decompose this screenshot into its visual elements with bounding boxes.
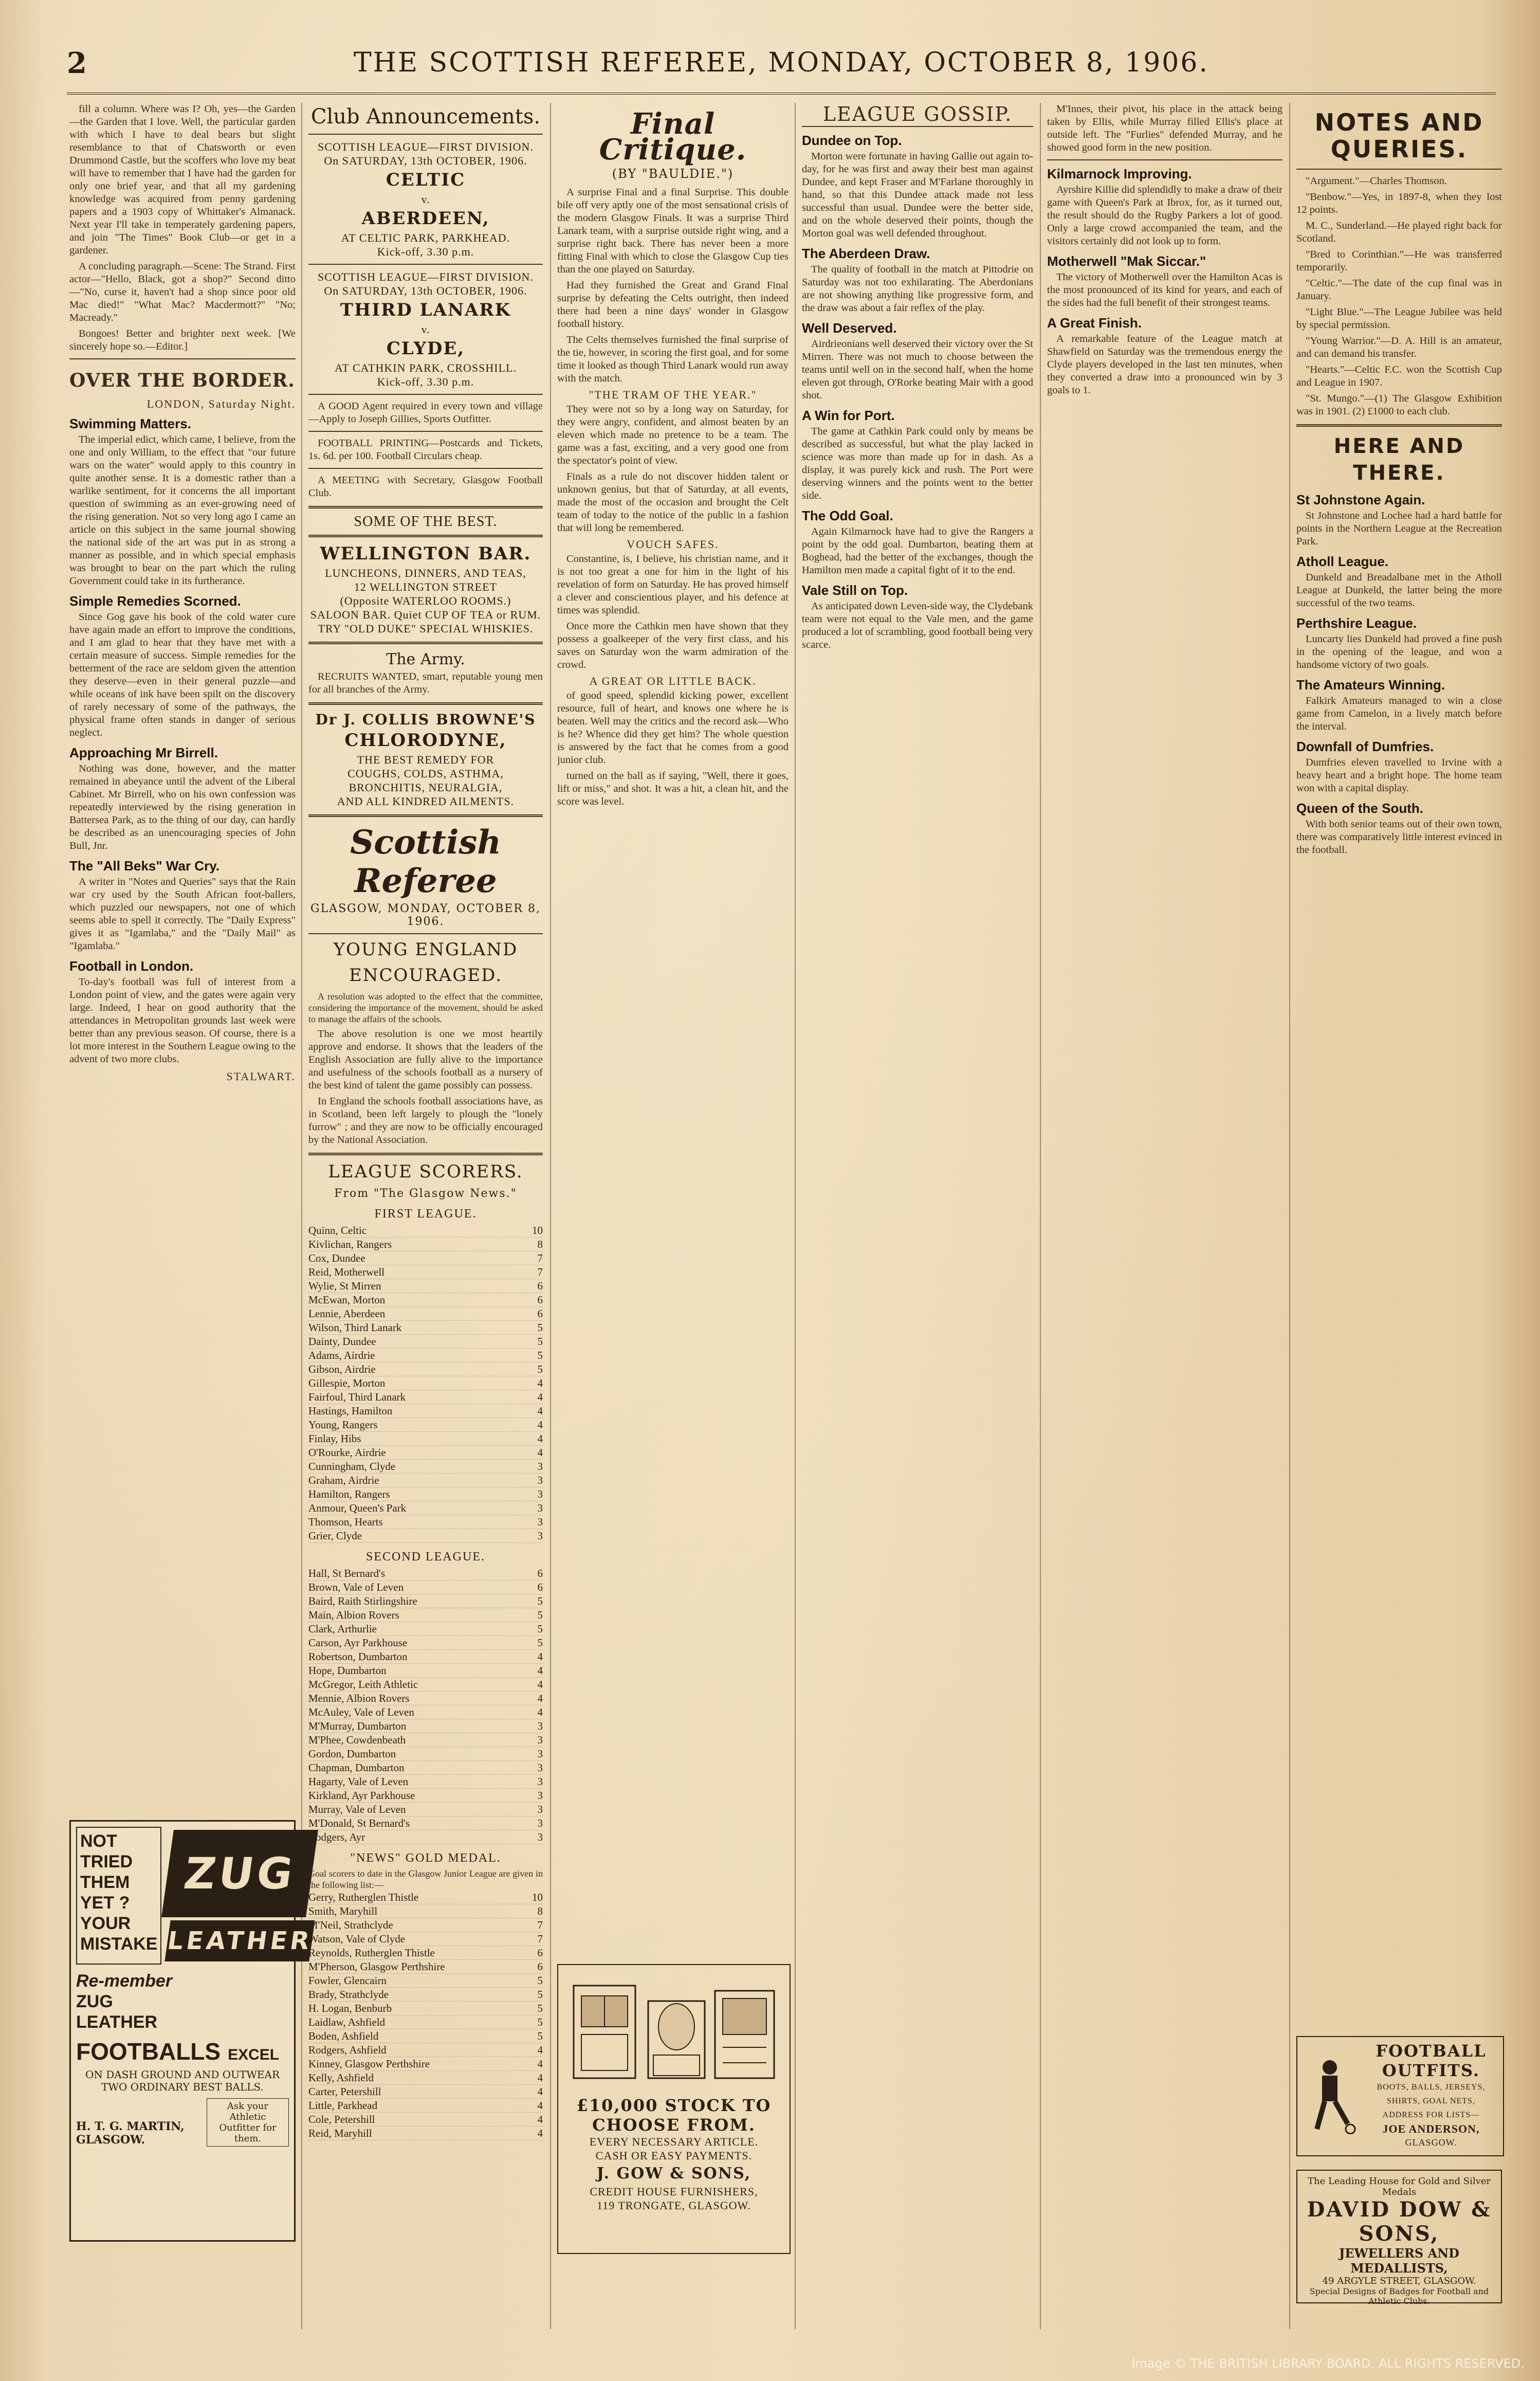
article-title: ENCOURAGED. <box>349 965 503 986</box>
column-4: LEAGUE GOSSIP. Dundee on Top. Morton were fortunate in having Gallie out again to-day, for he was first and away their best man against Dundee, and kept Fraser and M'Farlane thoroughly in hand, so that this Dundee attack made not less successful than usual. Dundee were the better side, and on the whole deserved their points, though the Morton goal was well defended throughout. The Aberdeen Draw. The quality of football in the match at Pittodrie on Saturday was not too exhilarating. The Aberdonians are not showing anything like progressive form, and the draw was about a fair reflex of the play. Well Deserved. Airdrieonians well deserved their victory over the St Mirren. There was not much to choose between the teams until well on in the second half, when the home eleven got through, O'Rorke beating Mair with a good shot. A Win for Port. The game at Cathkin Park could only by means be described as successful, but what the play lacked in science was more than made up for in dash. As a display, it was purely kick and rush. The Port were deserving winners and the points went to the better side. The Odd Goal. Again Kilmarnock have had to give the Rangers a point by the odd goal. Dumbarton, beating them at Boghead, had the better of the exchanges, though the Hamilton men made a capital fight of it to the end. Vale Still on Top. As anticipated down Leven-side way, the Clydebank team were not equal to the Vale men, and the game produced a lot of scrambling, good football being very scarce. <box>802 103 1033 650</box>
scorer-name: Robertson, Dumbarton <box>308 1650 408 1663</box>
scorer-goals: 3 <box>537 1817 543 1829</box>
scorer-row <box>308 1960 543 1974</box>
scorer-row <box>308 1830 543 1844</box>
scorer-name: O'Rourke, Airdrie <box>308 1446 386 1459</box>
scorer-row <box>308 1747 543 1761</box>
some-of-the-best: SOME OF THE BEST. <box>354 514 498 530</box>
paragraph: To-day's football was full of interest from a London point of view, and the gates were again very large. Indeed, I hear on good authority that the attendances in Metropolitan grounds last week were better than any previous season. Of course, there is a lot more interest in the Southern League owing to the advent of two more clubs. <box>69 976 296 1065</box>
scorers-source: From "The Glasgow News." <box>334 1187 517 1200</box>
divider <box>308 264 543 265</box>
scorer-row <box>308 1446 543 1460</box>
scorer-goals: 5 <box>537 1335 543 1348</box>
scorer-row <box>308 1418 543 1432</box>
scorer-goals: 4 <box>537 2058 543 2070</box>
divider <box>308 642 543 644</box>
article-body: A resolution was adopted to the effect that the committee, considering the importance of the movement, should be asked to manage the affairs of the schools. The above resolution is one we most heartily approve and endorse. It shows that the leaders of the English Association are fully alive to the importance and usefulness of the schools football as a nursery of the best kind of talent the game possibly can possess. In England the schools football associations have, as in Scotland, been left largely to plough the "lonely furrow" ; and they are now to be officially encouraged by the National Association. <box>308 991 543 1146</box>
running-masthead: THE SCOTTISH REFEREE, MONDAY, OCTOBER 8, 1906. <box>353 47 1209 78</box>
scorer-goals: 3 <box>537 1474 543 1486</box>
scorer-goals: 6 <box>537 1567 543 1579</box>
column-6 <box>1296 103 1502 2329</box>
scorer-name: Gerry, Rutherglen Thistle <box>308 1891 419 1903</box>
section-heading: Vale Still on Top. <box>802 583 908 598</box>
section-heading: The Aberdeen Draw. <box>802 246 930 261</box>
first-league-list <box>308 1224 543 1543</box>
scorer-goals: 5 <box>537 1349 543 1361</box>
scorer-name: Reynolds, Rutherglen Thistle <box>308 1947 435 1959</box>
scorer-row <box>308 1460 543 1474</box>
scorer-name: Finlay, Hibs <box>308 1432 361 1445</box>
scorer-name: Graham, Airdrie <box>308 1474 379 1486</box>
scorer-name: Fowler, Glencairn <box>308 1974 387 1987</box>
footballs-label: FOOTBALLS <box>76 2038 221 2065</box>
scorer-row <box>308 2113 543 2126</box>
section-heading: Dundee on Top. <box>802 133 902 148</box>
scorer-name: Main, Albion Rovers <box>308 1609 399 1621</box>
dateline: LONDON, Saturday Night. <box>146 397 296 410</box>
scorer-row <box>308 1622 543 1636</box>
signoff: STALWART. <box>226 1070 296 1083</box>
scorer-goals: 6 <box>537 1280 543 1292</box>
scorer-name: Gibson, Airdrie <box>308 1363 376 1375</box>
divider <box>1296 424 1502 427</box>
scorer-name: Kirkland, Ayr Parkhouse <box>308 1789 415 1802</box>
scorer-goals: 4 <box>537 1678 543 1691</box>
scorer-row <box>308 1608 543 1622</box>
chlorodyne-ad: Dr J. COLLIS BROWNE'S CHLORODYNE, THE BEST REMEDY FOR COUGHS, COLDS, ASTHMA, BRONCHITIS, NEURALGIA, AND ALL KINDRED AILMENTS. <box>315 711 536 808</box>
scorer-goals: 4 <box>537 2085 543 2098</box>
divider <box>308 814 543 817</box>
section-heading: Football in London. <box>69 958 194 974</box>
scorer-row <box>308 1761 543 1775</box>
scorer-name: Hamilton, Rangers <box>308 1488 390 1500</box>
scorer-name: Gillespie, Morton <box>308 1377 386 1389</box>
scorer-name: Cole, Petershill <box>308 2113 375 2125</box>
ad-trade: JEWELLERS AND MEDALLISTS, <box>1339 2246 1459 2276</box>
scorer-name: Cox, Dundee <box>308 1252 365 1264</box>
zug-logo: ZUG <box>161 1830 318 1917</box>
stock-headline: £10,000 STOCK TO CHOOSE FROM. <box>576 2096 772 2135</box>
paper-title: Scottish Referee <box>350 823 501 900</box>
scorer-goals: 4 <box>537 2127 543 2139</box>
scorer-name: Cunningham, Clyde <box>308 1460 396 1473</box>
scorer-goals: 10 <box>532 1224 543 1237</box>
maker-address: GLASGOW. <box>76 2133 145 2147</box>
byline: (BY "BAULDIE.") <box>612 167 734 181</box>
paper-dateline: GLASGOW, MONDAY, OCTOBER 8, 1906. <box>310 902 541 928</box>
second-league-list <box>308 1567 543 1844</box>
scorer-row <box>308 1567 543 1580</box>
ad-lead: The Leading House for Gold and Silver Medals <box>1307 2176 1491 2197</box>
divider <box>308 134 543 135</box>
section-heading: The Odd Goal. <box>802 508 893 523</box>
scorer-row <box>308 1474 543 1487</box>
scorer-row <box>308 1705 543 1719</box>
scorer-goals: 7 <box>537 1933 543 1945</box>
subheading: A GREAT OR LITTLE BACK. <box>589 675 757 687</box>
scorer-goals: 10 <box>532 1891 543 1903</box>
army-heading: The Army. <box>386 650 465 668</box>
ad-subline: ON DASH GROUND AND OUTWEAR TWO ORDINARY BEST BALLS. <box>85 2068 280 2093</box>
scorer-row <box>308 1529 543 1543</box>
scorer-row <box>308 1265 543 1279</box>
scorer-name: Hall, St Bernard's <box>308 1567 386 1579</box>
scorer-goals: 5 <box>537 2030 543 2042</box>
scorer-row <box>308 1293 543 1307</box>
scorer-row <box>308 1775 543 1789</box>
scorer-goals: 4 <box>537 1391 543 1403</box>
scorer-name: Thomson, Hearts <box>308 1516 383 1528</box>
divider <box>308 394 543 395</box>
scorer-row <box>308 2043 543 2057</box>
scorer-row <box>308 1224 543 1238</box>
page-header <box>67 36 1496 95</box>
scorer-name: Reid, Maryhill <box>308 2127 372 2139</box>
scorer-name: M'Murray, Dumbarton <box>308 1720 407 1732</box>
section-heading: A Win for Port. <box>802 408 895 423</box>
scorer-row <box>308 1404 543 1418</box>
page-number: 2 <box>67 46 87 80</box>
column-rule <box>795 103 796 2329</box>
gold-medal-list <box>308 1891 543 2140</box>
scorer-row <box>308 1594 543 1608</box>
scorer-row <box>308 2099 543 2113</box>
scorer-row <box>308 1432 543 1446</box>
scorer-goals: 4 <box>537 1706 543 1718</box>
scorer-goals: 3 <box>537 1502 543 1514</box>
club-announcements-title: Club Announcements. <box>310 105 541 129</box>
scorer-name: H. Logan, Benburb <box>308 2002 392 2014</box>
scorer-row <box>308 1487 543 1501</box>
remember-block: Re-member ZUG LEATHER <box>76 1971 173 2032</box>
scorer-row <box>308 2015 543 2029</box>
section-heading: Simple Remedies Scorned. <box>69 593 241 609</box>
furniture-illustration <box>558 1970 790 2088</box>
scorer-name: Smith, Maryhill <box>308 1905 378 1917</box>
column-5: M'Innes, their pivot, his place in the attack being taken by Ellis, while Murray filled Ellis's place at outside left. The "Furlies" defended Murray, and he showed good form in the new position. Kilmarnock Improving. Ayrshire Killie did splendidly to make a draw of their game with Queen's Park at Ibrox, for, as it turned out, the result should do the Rugby Parkers a lot of good. Only a large crowd accompanied the team, and the visitors certainly did not look up to form. Motherwell "Mak Siccar." The victory of Motherwell over the Hamilton Acas is the most pronounced of its kind for years, and each of the sides had the full benefit of their strongest teams. A Great Finish. A remarkable feature of the League match at Shawfield on Saturday was the tremendous energy the Clyde players developed in the last ten minutes, when they converted a draw into a pronounced win by 3 goals to 1. <box>1047 103 1282 396</box>
zug-logo-line2: LEATHER <box>164 1920 315 1961</box>
article-title: Final Critique. <box>599 107 747 167</box>
section-heading: Motherwell "Mak Siccar." <box>1047 253 1206 269</box>
column-rule <box>550 103 551 2329</box>
paragraph: fill a column. Where was I? Oh, yes—the Garden—the Garden that I love. Well, the particular garden with which I have to deal bears but slight resemblance to that of Chatsworth or even Drummond Castle, but the scoffers who love my beat will have to remember that I have had the garden for only one brief year, and that all my gardening knowledge was acquired from penny gardening papers and a 1903 copy of Whittaker's Almanack. Next year I'll take in temperately gardening papers, and join "The Times" Book Club—or get in a gardener. <box>69 103 296 256</box>
scorer-row <box>308 1803 543 1816</box>
scorer-row <box>308 1891 543 1904</box>
scorer-row <box>308 2085 543 2099</box>
queries-list: "Argument."—Charles Thomson. "Benbow."—Yes, in 1897-8, when they lost 12 points. M. C., Sunderland.—He played right back for Scotland. "Bred to Corinthian."—He was transferred temporarily. "Celtic."—The date of the cup final was in January. "Light Blue."—The League Jubilee was held by special permission. "Young Warrior."—D. A. Hill is an amateur, and can demand his transfer. "Hearts."—Celtic F.C. won the Scottish Cup and League in 1907. "St. Mungo."—(1) The Glasgow Exhibition was in 1901. (2) £1000 to each club. <box>1296 175 1502 417</box>
scorer-goals: 3 <box>537 1720 543 1732</box>
column-2 <box>308 103 543 2329</box>
section-heading: Approaching Mr Birrell. <box>69 745 218 760</box>
scorer-name: Kinney, Glasgow Perthshire <box>308 2058 430 2070</box>
recruits-ad: RECRUITS WANTED, smart, reputable young men for all branches of the Army. <box>308 671 543 695</box>
scorer-name: Dainty, Dundee <box>308 1335 376 1348</box>
article-title: YOUNG ENGLAND <box>333 939 518 960</box>
subheading: "THE TRAM OF THE YEAR." <box>589 388 757 401</box>
scorer-goals: 5 <box>537 2016 543 2028</box>
scorer-row <box>308 1515 543 1529</box>
scorer-goals: 3 <box>537 1775 543 1788</box>
scorer-row <box>308 1238 543 1251</box>
scorer-name: Wylie, St Mirren <box>308 1280 381 1292</box>
scorer-goals: 6 <box>537 1581 543 1593</box>
scorer-row <box>308 2029 543 2043</box>
football-outfits-title: FOOTBALL OUTFITS. <box>1376 2041 1487 2080</box>
scorer-row <box>308 1335 543 1349</box>
scorer-goals: 7 <box>537 1252 543 1264</box>
scorer-name: Boden, Ashfield <box>308 2030 379 2042</box>
divider <box>308 468 543 469</box>
scorer-name: Rodgers, Ashfield <box>308 2044 387 2056</box>
scorer-row <box>308 1789 543 1803</box>
club-ad: SCOTTISH LEAGUE—FIRST DIVISION. On SATURDAY, 13th OCTOBER, 1906. CELTIC v. ABERDEEN, AT CELTIC PARK, PARKHEAD. Kick-off, 3.30 p.m. <box>318 140 534 258</box>
scorer-name: M'Phee, Cowdenbeath <box>308 1734 406 1746</box>
scorer-row <box>308 1988 543 2002</box>
scorer-goals: 3 <box>537 1734 543 1746</box>
paragraph: A writer in "Notes and Queries" says that the Rain war cry used by the South African foot-ballers, which puzzled our newspapers, not one of which seems able to spell it correctly. The "Daily Express" gives it as "Igamlaba," and the "Daily Mail" as "Igamlaba." <box>69 876 296 952</box>
scorer-goals: 4 <box>537 1692 543 1704</box>
scorer-goals: 3 <box>537 1831 543 1843</box>
section-heading: A Great Finish. <box>1047 315 1142 331</box>
scorer-goals: 5 <box>537 1974 543 1987</box>
scorer-goals: 3 <box>537 1748 543 1760</box>
scorer-goals: 8 <box>537 1238 543 1250</box>
divider <box>1047 159 1282 160</box>
scorer-name: Quinn, Celtic <box>308 1224 367 1237</box>
scorer-name: M'Pherson, Glasgow Perthshire <box>308 1960 445 1973</box>
scorer-row <box>308 1918 543 1932</box>
footballer-icon <box>1301 2057 1358 2134</box>
scorer-goals: 3 <box>537 1516 543 1528</box>
scorer-name: Chapman, Dumbarton <box>308 1761 405 1774</box>
scorer-goals: 6 <box>537 1307 543 1320</box>
column-rule <box>301 103 302 2329</box>
scorer-name: Kelly, Ashfield <box>308 2071 374 2084</box>
scorer-goals: 6 <box>537 1947 543 1959</box>
paragraph: Since Gog gave his book of the cold water cure have again made an effort to improve the conditions, and I am glad to hear that they have met with a certain measure of success. Simple remedies for the betterment of the race are seldom given the attention they deserve—even in their general puzzle—and while oceans of ink have been spilt on the discovery of rarely necessary of some of the pathways, the physical frame often stands in danger of serious neglect. <box>69 611 296 738</box>
section-heading: Swimming Matters. <box>69 416 191 431</box>
scorer-row <box>308 1501 543 1515</box>
scorer-name: Adams, Airdrie <box>308 1349 375 1361</box>
maker-name: H. T. G. MARTIN, <box>76 2120 185 2133</box>
scorer-row <box>308 2071 543 2085</box>
scorer-name: M'Neil, Strathclyde <box>308 1919 393 1931</box>
scorer-row <box>308 1279 543 1293</box>
scorer-row <box>308 1733 543 1747</box>
scorer-row <box>308 1692 543 1705</box>
league-scorers-table: FIRST LEAGUE. Quinn, Celtic 10 Kivlichan, Rangers 8 Cox, Dundee 7 Reid, Motherwell 7 Wylie, St Mirren 6 McEwan, Morton 6 Lennie, Aberdeen 6 Wilson, Third Lanark 5 Dainty, Dundee 5 Adams, Airdrie 5 Gibson, Airdrie 5 Gillespie, Morton 4 Fairfoul, Third Lanark 4 Hastings, Hamilton 4 Young, Rangers 4 Finlay, Hibs 4 O'Rourke, Airdrie 4 Cunningham, Clyde 3 Graham, Airdrie 3 Hamilton, Rangers 3 Anmour, Queen's Park 3 Thomson, Hearts 3 Grier, Clyde 3 SECOND LEAGUE. Hall, St Bernard's 6 Brown, Vale of Leven 6 Baird, Raith Stirlingshire 5 Main, Albion Rovers 5 Clark, Arthurlie 5 Carson, Ayr Parkhouse 5 Robertson, Dumbarton 4 Hope, Dumbarton 4 McGregor, Leith Athletic 4 Mennie, Albion Rovers 4 McAuley, Vale of Leven 4 M'Murray, Dumbarton 3 M'Phee, Cowdenbeath 3 Gordon, Dumbarton 3 Chapman, Dumbarton 3 Hagarty, Vale of Leven 3 Kirkland, Ayr Parkhouse 3 Murray, Vale of Leven 3 M'Donald, St Bernard's 3 Rodgers, Ayr 3 "NEWS" GOLD MEDAL. Goal scorers to date in the Glasgow Junior League are given in the following list:— Gerry, Rutherglen Thistle 10 Smith, Maryhill 8 M'Neil, Strathclyde 7 Watson, Vale of Clyde 7 Reynolds, Rutherglen Thistle 6 M'Pherson, Glasgow Perthshire 6 Fowler, Glencairn 5 Brady, Strathclyde 5 H. Logan, Benburb 5 Laidlaw, Ashfield 5 Boden, Ashfield 5 Rodgers, Ashfield 4 Kinney, Glasgow Perthshire 4 Kelly, Ashfield 4 Carter, Petershill 4 Little, Parkhead 4 Cole, Petershill 4 Reid, Maryhill 4 <box>308 1207 543 2139</box>
scorer-goals: 5 <box>537 2002 543 2014</box>
scorer-row <box>308 1650 543 1664</box>
scorer-row <box>308 1362 543 1376</box>
scorer-goals: 4 <box>537 2044 543 2056</box>
scorer-name: Gordon, Dumbarton <box>308 1748 396 1760</box>
scorer-goals: 3 <box>537 1488 543 1500</box>
ask-outfitter: Ask your Athletic Outfitter for them. <box>207 2098 289 2147</box>
scorer-row <box>308 1932 543 1946</box>
scorer-row <box>308 1321 543 1335</box>
paragraph: Nothing was done, however, and the matter remained in abeyance until the advent of the Liberal Cabinet. Mr Birrell, who on his own confession was repeatedly interviewed by the rising generation in Battersea Park, as to the thing of our day, can hardly be described as an unencouraging species of John Bull, Jnr. <box>69 763 296 851</box>
scorer-goals: 4 <box>537 1419 543 1431</box>
scorer-row <box>308 1307 543 1321</box>
scorer-goals: 5 <box>537 1363 543 1375</box>
scorer-name: M'Donald, St Bernard's <box>308 1817 410 1829</box>
scorer-goals: 7 <box>537 1919 543 1931</box>
scorer-goals: 4 <box>537 1377 543 1389</box>
scorer-name: Laidlaw, Ashfield <box>308 2016 386 2028</box>
league-scorers-title: LEAGUE SCORERS. <box>328 1161 523 1182</box>
scorer-goals: 5 <box>537 1595 543 1607</box>
scorer-row <box>308 1719 543 1733</box>
scorer-name: McEwan, Morton <box>308 1294 386 1306</box>
paragraph: The imperial edict, which came, I believe, from the one and only William, to the effect that "our future wars on the water" would apply to this country in quite another sense. It is a domestic rather than a warlike sentiment, for it concerns the all important question of swimming as an ever-growing need of the rising generation. Not so very long ago I came an article on this subject in the same journal showing the national side of the art was put in as strong a manner as possible, and in which special emphasis was brought to bear on the part which the ruling Government could take in its furtherance. <box>69 434 296 587</box>
scorer-name: Wilson, Third Lanark <box>308 1321 402 1334</box>
section-heading: The "All Beks" War Cry. <box>69 858 219 874</box>
scorer-name: Anmour, Queen's Park <box>308 1502 407 1514</box>
scorer-goals: 4 <box>537 1432 543 1445</box>
scorer-row <box>308 1664 543 1678</box>
wellington-bar-ad: WELLINGTON BAR. LUNCHEONS, DINNERS, AND TEAS, 12 WELLINGTON STREET (Opposite WATERLOO ROOMS.) SALOON BAR. Quiet CUP OF TEA or RUM. TRY "OLD DUKE" SPECIAL WHISKIES. <box>310 543 541 635</box>
scorer-row <box>308 1580 543 1594</box>
scorer-name: Reid, Motherwell <box>308 1266 385 1278</box>
scorer-goals: 4 <box>537 1446 543 1459</box>
column-rule <box>1289 103 1290 2329</box>
scorer-name: Kivlichan, Rangers <box>308 1238 392 1250</box>
scorer-goals: 3 <box>537 1530 543 1542</box>
scorer-row <box>308 1946 543 1960</box>
small-ads: A GOOD Agent required in every town and village—Apply to Joseph Gillies, Sports Outfitter. FOOTBALL PRINTING—Postcards and Tickets, 1s. 6d. per 100. Football Circulars cheap. A MEETING with Secretary, Glasgow Football Club. <box>308 401 543 499</box>
scorer-goals: 3 <box>537 1761 543 1774</box>
paragraph: A concluding paragraph.—Scene: The Strand. First actor—"Hello, Black, got a shop?" Second ditto—"No, curse it, haven't had a shop since poor old Mac died!" "What Mac? Macdermott?" "No; Macready." <box>69 261 296 323</box>
scorer-row <box>308 1678 543 1692</box>
scorer-name: Rodgers, Ayr <box>308 1831 365 1843</box>
divider <box>1296 169 1502 170</box>
scorer-name: Carson, Ayr Parkhouse <box>308 1637 408 1649</box>
scorer-goals: 4 <box>537 1650 543 1663</box>
scorer-name: Clark, Arthurlie <box>308 1623 377 1635</box>
scorer-goals: 4 <box>537 2071 543 2084</box>
scorer-row <box>308 1349 543 1362</box>
football-outfits-ad: FOOTBALL OUTFITS. BOOTS, BALLS, JERSEYS, SHIRTS, GOAL NETS, ADDRESS FOR LISTS— JOE ANDERSON, GLASGOW. <box>1296 2036 1504 2156</box>
david-dow-ad: The Leading House for Gold and Silver Medals DAVID DOW & SONS, JEWELLERS AND MEDALLISTS, 49 ARGYLE STREET, GLASGOW. Special Designs of Badges for Football and Athletic Clubs. <box>1296 2170 1502 2303</box>
scorer-goals: 5 <box>537 1623 543 1635</box>
scorer-goals: 3 <box>537 1789 543 1802</box>
scorer-name: Murray, Vale of Leven <box>308 1803 406 1815</box>
scorer-row <box>308 2002 543 2015</box>
scorer-name: Young, Rangers <box>308 1419 378 1431</box>
scorer-name: Brady, Strathclyde <box>308 1988 389 2001</box>
scorer-goals: 4 <box>537 1405 543 1417</box>
divider <box>802 126 1033 127</box>
scorer-name: Hope, Dumbarton <box>308 1664 387 1677</box>
divider <box>308 535 543 537</box>
section-heading: Kilmarnock Improving. <box>1047 166 1192 181</box>
scorer-name: Fairfoul, Third Lanark <box>308 1391 406 1403</box>
scorer-name: Baird, Raith Stirlingshire <box>308 1595 417 1607</box>
editor-note: Bongoes! Better and brighter next week. [We sincerely hope so.—Editor.] <box>69 328 296 352</box>
ad-tagline: NOT TRIED THEM YET ? YOUR MISTAKE <box>76 1827 161 1965</box>
scorer-goals: 8 <box>537 1905 543 1917</box>
scorer-row <box>308 1904 543 1918</box>
scorer-goals: 5 <box>537 1321 543 1334</box>
furniture-ad: £10,000 STOCK TO CHOOSE FROM. EVERY NECESSARY ARTICLE. CASH OR EASY PAYMENTS. J. GOW & SONS, CREDIT HOUSE FURNISHERS, 119 TRONGATE, GLASGOW. <box>557 1964 791 2254</box>
scorer-row <box>308 1816 543 1830</box>
scorer-name: Brown, Vale of Leven <box>308 1581 404 1593</box>
scorer-goals: 5 <box>537 1988 543 2001</box>
here-and-there-body: St Johnstone Again. St Johnstone and Lochee had a hard battle for points in the Northern League at the Recreation Park. Atholl League. Dunkeld and Breadalbane met in the Atholl League at Dunkeld, the latter being the more successful of the two teams. Perthshire League. Luncarty lies Dunkeld had proved a fine push in the opening of the league, and won a handsome victory of two goals. The Amateurs Winning. Falkirk Amateurs managed to win a close game from Camelon, in a lively match before the interval. Downfall of Dumfries. Dumfries eleven travelled to Irvine with a heavy heart and a bright hope. The home team won with a capital display. Queen of the South. With both senior teams out of their own town, there was comparatively little interest evinced in the football. <box>1296 492 1502 856</box>
scorer-goals: 7 <box>537 1266 543 1278</box>
here-and-there-title: HERE AND THERE. <box>1333 434 1465 485</box>
scorer-row <box>308 1376 543 1390</box>
scorer-name: McGregor, Leith Athletic <box>308 1678 418 1691</box>
article-title: LEAGUE GOSSIP. <box>822 103 1013 125</box>
divider <box>69 358 296 359</box>
divider <box>308 431 543 432</box>
scorer-name: Hastings, Hamilton <box>308 1405 393 1417</box>
scorer-goals: 3 <box>537 1460 543 1473</box>
section-heading: Well Deserved. <box>802 320 897 336</box>
scorer-name: Watson, Vale of Clyde <box>308 1933 406 1945</box>
scorer-row <box>308 1974 543 1988</box>
scorer-goals: 4 <box>537 2113 543 2125</box>
scorer-goals: 5 <box>537 1637 543 1649</box>
scorer-row <box>308 1251 543 1265</box>
scorer-goals: 5 <box>537 1609 543 1621</box>
scorer-row <box>308 2126 543 2140</box>
scorer-name: Grier, Clyde <box>308 1530 362 1542</box>
notes-and-queries-title: NOTES AND QUERIES. <box>1314 108 1484 163</box>
divider <box>308 1153 543 1155</box>
scorer-goals: 4 <box>537 2099 543 2112</box>
scorer-name: Mennie, Albion Rovers <box>308 1692 410 1704</box>
scorer-goals: 3 <box>537 1803 543 1815</box>
zug-leather-ad <box>69 1820 315 2242</box>
scorer-goals: 6 <box>537 1294 543 1306</box>
ad-company: DAVID DOW & SONS, <box>1307 2197 1492 2246</box>
scorer-name: Carter, Petershill <box>308 2085 381 2098</box>
image-credit: Image © THE BRITISH LIBRARY BOARD. ALL RIGHTS RESERVED. <box>1131 2356 1525 2371</box>
scorer-row <box>308 1636 543 1650</box>
scorer-name: Hagarty, Vale of Leven <box>308 1775 409 1788</box>
divider <box>308 702 543 705</box>
section-title: OVER THE BORDER. <box>69 370 295 391</box>
club-ad: SCOTTISH LEAGUE—FIRST DIVISION. On SATURDAY, 13th OCTOBER, 1906. THIRD LANARK v. CLYDE, AT CATHKIN PARK, CROSSHILL. Kick-off, 3.30 p.m. <box>318 270 534 388</box>
scorer-name: Little, Parkhead <box>308 2099 378 2112</box>
scorer-goals: 4 <box>537 1664 543 1677</box>
scorer-name: Lennie, Aberdeen <box>308 1307 386 1320</box>
scorer-name: McAuley, Vale of Leven <box>308 1706 414 1718</box>
article-body: A surprise Final and a final Surprise. This double bile off very aptly one of the most sensational crisis of the modern Glasgow Finals. It was a surprise Third Lanark team, with a surprise outside right wing, and a surprise right back. There has never been a more fitting Final with which to close the Glasgow Cup ties than the one played on Saturday. Had they furnished the Great and Grand Final surprise by defeating the Celts outright, then indeed there had been a nine days' wonder in Glasgow football history. The Celts themselves furnished the final surprise of the tie, however, in scoring the first goal, and for some time it looked as though Third Lanark would run away with the match. "THE TRAM OF THE YEAR." They were not so by a long way on Saturday, for they were angry, confident, and almost beaten by an eleven which made no pretence to be a team. The game was a fast, exciting, and a very good one from the spectator's point of view. Finals as a rule do not discover hidden talent or unknown genius, but that of Saturday, at all events, made the most of the occasion and brought the Celt team of today to the notice of the public in a fashion that will long be remembered. VOUCH SAFES. Constantine, is, I believe, his christian name, and it is not too great a one for him in the light of his revelation of form on Saturday. He has proved himself a clever and conscientious player, and his defence at times was splendid. Once more the Cathkin men have shown that they possess a goalkeeper of the very first class, and his saves on Saturday won the warm admiration of the crowd. A GREAT OR LITTLE BACK. of good speed, splendid kicking power, excellent resource, full of heart, and knows one where he is beaten. Well may the critics and the record ask—Who is he? Whence did they get him? The whole question is answered by the fact that he comes from a good junior club. turned on the ball as if saying, "Well, there it goes, lift or miss," and shot. It was a hit, a clean hit, and the score was level. <box>557 187 789 807</box>
scorer-goals: 6 <box>537 1960 543 1973</box>
scorer-row <box>308 2057 543 2071</box>
scorer-row <box>308 1390 543 1404</box>
divider <box>308 506 543 508</box>
excel-label: EXCEL <box>228 2046 280 2063</box>
column-rule <box>1040 103 1041 2329</box>
divider <box>308 933 543 934</box>
subheading: VOUCH SAFES. <box>627 538 719 551</box>
